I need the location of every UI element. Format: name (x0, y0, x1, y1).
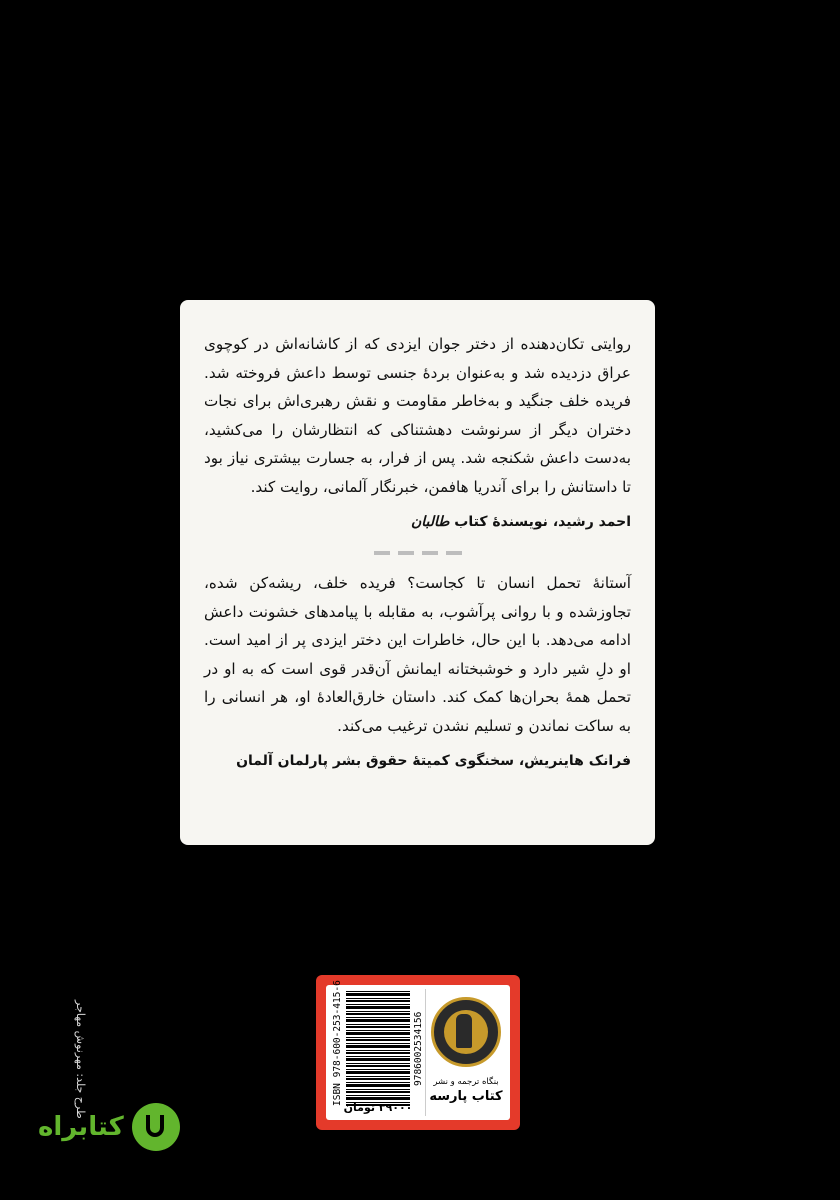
divider-dash (374, 551, 390, 555)
attribution-1-book: طالبان (410, 514, 450, 530)
blurb-paragraph-2: آستانهٔ تحمل انسان تا کجاست؟ فریده خلف، ریشه‌کن شده، تجاوزشده و با روانی پرآشوب، به مقابله با پیامدهای خشونت داعش ادامه می‌دهد. با این حال، خاطرات این دختر ایزدی پر از امید است. او دلِ شیر دارد و خوشبختانه ایمانش آن‌قدر قوی است که به او در تحمل همهٔ بحران‌ها کمک کند. داستان خارق‌العادهٔ او، هر انسانی را به ساکت نماندن و تسلیم نشدن ترغیب می‌کند. (204, 574, 631, 735)
cover-design-credit: طرح جلد: مهرنوش مهاجر (74, 1000, 87, 1119)
attribution-1-name: احمد رشید، نویسندهٔ کتاب (454, 514, 631, 530)
blurb-attribution-2: فرانک هاینریش، سخنگوی کمیتهٔ حقوق بشر پارلمان آلمان (236, 753, 631, 769)
publisher-block (425, 989, 506, 1116)
ketabrah-logo-icon (132, 1103, 180, 1151)
barcode-area (332, 980, 424, 1106)
ketabrah-watermark (38, 1092, 208, 1162)
divider-dash (422, 551, 438, 555)
section-divider (204, 551, 631, 555)
back-cover-text-card (180, 300, 655, 845)
blurb-paragraph-1: روایتی تکان‌دهنده از دختر جوان ایزدی که از کاشانه‌اش در کوچوی عراق دزدیده شد و به‌عنوان بردهٔ جنسی توسط داعش فروخته شد. فریده خلف جنگید و به‌خاطر مقاومت و نقش رهبری‌اش برای نجات دختران دیگر از سرنوشت دهشتناکی که انتظارشان را می‌کشید، به‌دست داعش شکنجه شد. پس از فرار، به جسارت بیشتری نیاز بود تا داستانش را برای آندریا هافمن، خبرنگار آلمانی، روایت کند. (204, 335, 631, 496)
price-text: ۳۹۰۰۰ تومان (343, 1101, 413, 1114)
ketabrah-wordmark: کتابراه (38, 1112, 124, 1142)
blurb-attribution-1 (204, 511, 631, 533)
divider-dash (398, 551, 414, 555)
label-inner-panel (326, 980, 510, 1120)
publisher-subtitle: بنگاه ترجمه و نشر (433, 1077, 499, 1087)
barcode-number: 9786002534156 (413, 1011, 424, 1086)
publisher-logo-icon (431, 997, 501, 1067)
divider-dash (446, 551, 462, 555)
publisher-name: کتاب پارسه (429, 1089, 503, 1104)
isbn-text: ISBN 978-600-253-415-6 (332, 980, 343, 1106)
price-barcode-label (316, 975, 520, 1130)
barcode-icon (346, 991, 410, 1106)
